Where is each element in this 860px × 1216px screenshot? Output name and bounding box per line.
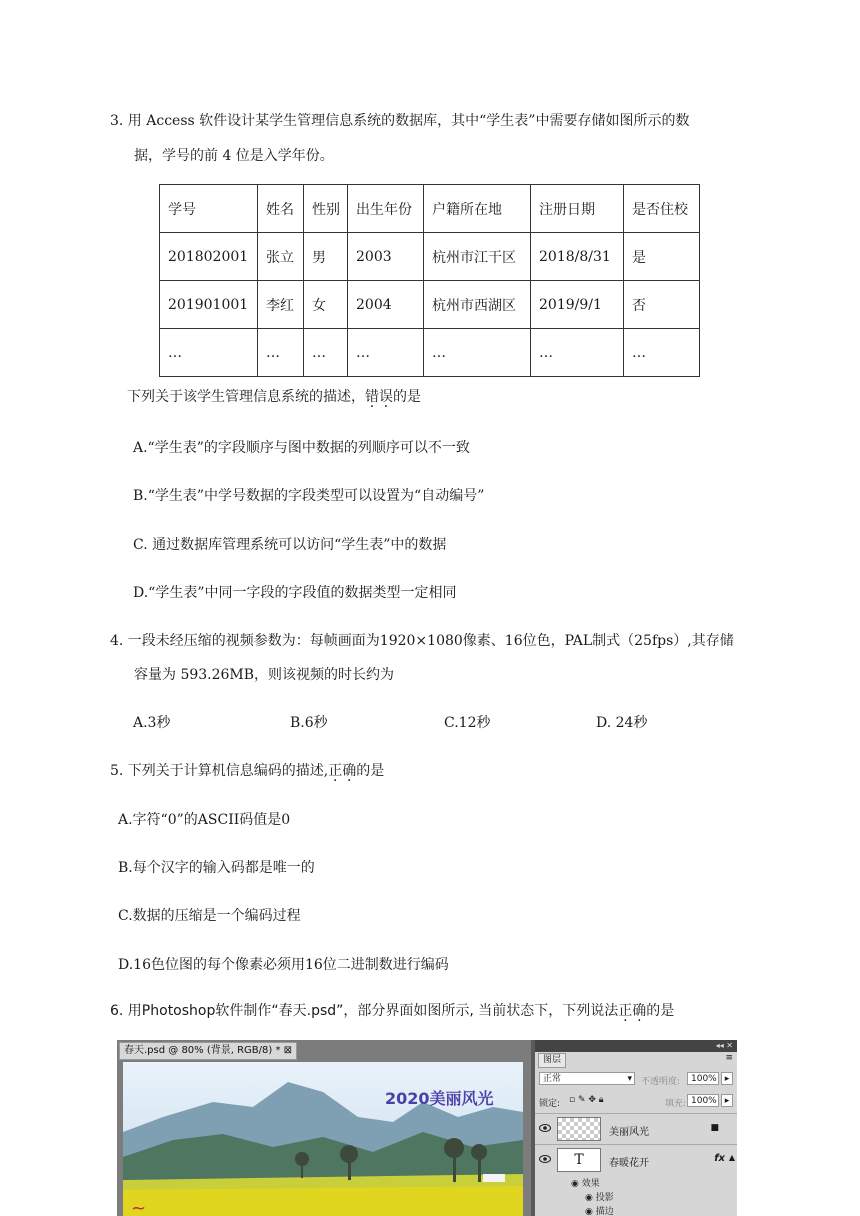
table-header-cell: 是否住校	[624, 185, 700, 233]
q3-option-b: B.“学生表”中学号数据的字段类型可以设置为“自动编号”	[133, 488, 485, 504]
q5-prompt-pre: 5. 下列关于计算机信息编码的描述,	[110, 763, 329, 779]
lock-icon: ■	[710, 1123, 719, 1133]
table-cell: 是	[624, 233, 700, 281]
svg-text:~: ~	[131, 1198, 147, 1216]
effects-label: 效果	[581, 1179, 600, 1189]
student-table	[159, 184, 700, 377]
table-cell: 张立	[258, 233, 304, 281]
table-header-cell: 注册日期	[531, 185, 624, 233]
effect-item[interactable]	[585, 1190, 614, 1203]
table-cell: 男	[304, 233, 348, 281]
table-header-cell: 学号	[160, 185, 258, 233]
table-cell: 李红	[258, 281, 304, 329]
q3-option-c: C. 通过数据库管理系统可以访问“学生表”中的数据	[133, 537, 447, 553]
opacity-input[interactable]: 100%	[687, 1072, 719, 1085]
q6-prompt	[110, 1000, 674, 1020]
table-cell: 201802001	[160, 233, 258, 281]
table-cell: …	[348, 329, 424, 377]
effect-item-label: 描边	[595, 1207, 614, 1216]
q6-prompt-emphasis: 正确	[618, 1003, 647, 1019]
q4-option-a: A.3秒	[133, 715, 171, 731]
table-cell: 杭州市江干区	[424, 233, 531, 281]
table-cell: …	[424, 329, 531, 377]
table-header-row	[160, 185, 700, 233]
q3-stem-line2: 据，学号的前 4 位是入学年份。	[134, 148, 334, 164]
lock-label: 锁定:	[539, 1099, 561, 1109]
table-row	[160, 329, 700, 377]
effects-row[interactable]	[571, 1176, 600, 1189]
q4-stem-line1: 4. 一段未经压缩的视频参数为：每帧画面为1920×1080像素、16位色，PAL制式（25fps）,其存储	[110, 633, 734, 649]
q5-option-c: C.数据的压缩是一个编码过程	[118, 908, 301, 924]
panel-header-bar	[535, 1040, 737, 1052]
layers-panel	[535, 1040, 737, 1216]
fx-badge[interactable]: fx	[714, 1153, 725, 1164]
document-window	[117, 1040, 531, 1216]
q3-option-a: A.“学生表”的字段顺序与图中数据的列顺序可以不一致	[133, 440, 470, 456]
q3-prompt	[127, 386, 421, 406]
layer-row[interactable]	[535, 1144, 737, 1175]
q3-option-d: D.“学生表”中同一字段的字段值的数据类型一定相同	[133, 585, 457, 601]
effect-item[interactable]	[585, 1204, 614, 1216]
table-cell: 2019/9/1	[531, 281, 624, 329]
q3-prompt-pre: 下列关于该学生管理信息系统的描述，	[127, 389, 365, 405]
q3-prompt-emphasis: 错误	[365, 389, 393, 405]
effect-item-label: 投影	[595, 1193, 614, 1203]
q3-stem-line1: 3. 用 Access 软件设计某学生管理信息系统的数据库，其中“学生表”中需要存储如图所示的数	[110, 113, 690, 129]
table-cell: 201901001	[160, 281, 258, 329]
table-header-cell: 户籍所在地	[424, 185, 531, 233]
table-header-cell: 出生年份	[348, 185, 424, 233]
q4-stem-line2: 容量为 593.26MB，则该视频的时长约为	[134, 667, 395, 683]
q5-option-b: B.每个汉字的输入码都是唯一的	[118, 860, 315, 876]
fill-label: 填充:	[665, 1099, 687, 1109]
collapse-icon[interactable]: ◂◂ ✕	[715, 1041, 733, 1050]
q5-option-d: D.16色位图的每个像素必须用16位二进制数进行编码	[118, 957, 449, 973]
table-cell: …	[258, 329, 304, 377]
q6-prompt-pre: 6. 用Photoshop软件制作“春天.psd”，部分界面如图所示, 当前状态下，下列说法	[110, 1003, 619, 1019]
q4-option-d: D. 24秒	[596, 715, 648, 731]
panel-menu-icon[interactable]: ≡	[725, 1053, 733, 1063]
q3-prompt-post: 的是	[393, 389, 421, 405]
layer-row[interactable]	[535, 1113, 737, 1144]
q5-prompt-emphasis: 正确	[328, 763, 357, 779]
blend-mode-select[interactable]	[539, 1072, 635, 1085]
layer-name: 春暖花开	[609, 1158, 649, 1169]
scroll-up-icon[interactable]: ▲	[728, 1153, 735, 1162]
opacity-arrow-icon[interactable]: ▸	[721, 1072, 733, 1085]
eye-icon[interactable]	[539, 1154, 551, 1164]
table-cell: …	[624, 329, 700, 377]
table-cell: 否	[624, 281, 700, 329]
q5-option-a: A.字符“0”的ASCII码值是0	[118, 812, 291, 828]
table-cell: 杭州市西湖区	[424, 281, 531, 329]
q5-prompt	[110, 760, 384, 780]
eye-icon[interactable]: ◉	[571, 1179, 579, 1189]
chevron-down-icon: ▾	[627, 1074, 632, 1084]
table-row	[160, 233, 700, 281]
table-cell: 2018/8/31	[531, 233, 624, 281]
table-cell: …	[304, 329, 348, 377]
table-cell: …	[531, 329, 624, 377]
blend-mode-value: 正常	[543, 1074, 562, 1084]
opacity-label: 不透明度:	[641, 1077, 681, 1087]
layer-thumbnail	[557, 1117, 601, 1141]
document-tab[interactable]: 春天.psd @ 80% (背景, RGB/8) * ⊠	[119, 1042, 297, 1060]
eye-icon[interactable]	[539, 1123, 551, 1133]
table-header-cell: 姓名	[258, 185, 304, 233]
text-layer-thumbnail-icon: T	[557, 1148, 601, 1172]
q6-prompt-post: 的是	[646, 1003, 675, 1019]
q4-option-b: B.6秒	[290, 715, 328, 731]
layer-name: 美丽风光	[609, 1127, 649, 1138]
canvas	[123, 1062, 523, 1216]
table-header-cell: 性别	[304, 185, 348, 233]
table-cell: …	[160, 329, 258, 377]
tab-layers[interactable]: 图层	[538, 1053, 566, 1068]
lock-icons[interactable]: ▫ ✎ ✥ 🔒︎	[569, 1095, 604, 1105]
photoshop-figure	[117, 1040, 737, 1216]
canvas-title-text: 2020美丽风光	[385, 1089, 494, 1108]
eye-icon[interactable]: ◉	[585, 1207, 593, 1216]
q4-option-c: C.12秒	[444, 715, 491, 731]
fill-input[interactable]: 100%	[687, 1094, 719, 1107]
table-cell: 2003	[348, 233, 424, 281]
table-cell: 女	[304, 281, 348, 329]
fill-arrow-icon[interactable]: ▸	[721, 1094, 733, 1107]
table-cell: 2004	[348, 281, 424, 329]
q5-prompt-post: 的是	[356, 763, 385, 779]
eye-icon[interactable]: ◉	[585, 1193, 593, 1203]
table-row	[160, 281, 700, 329]
